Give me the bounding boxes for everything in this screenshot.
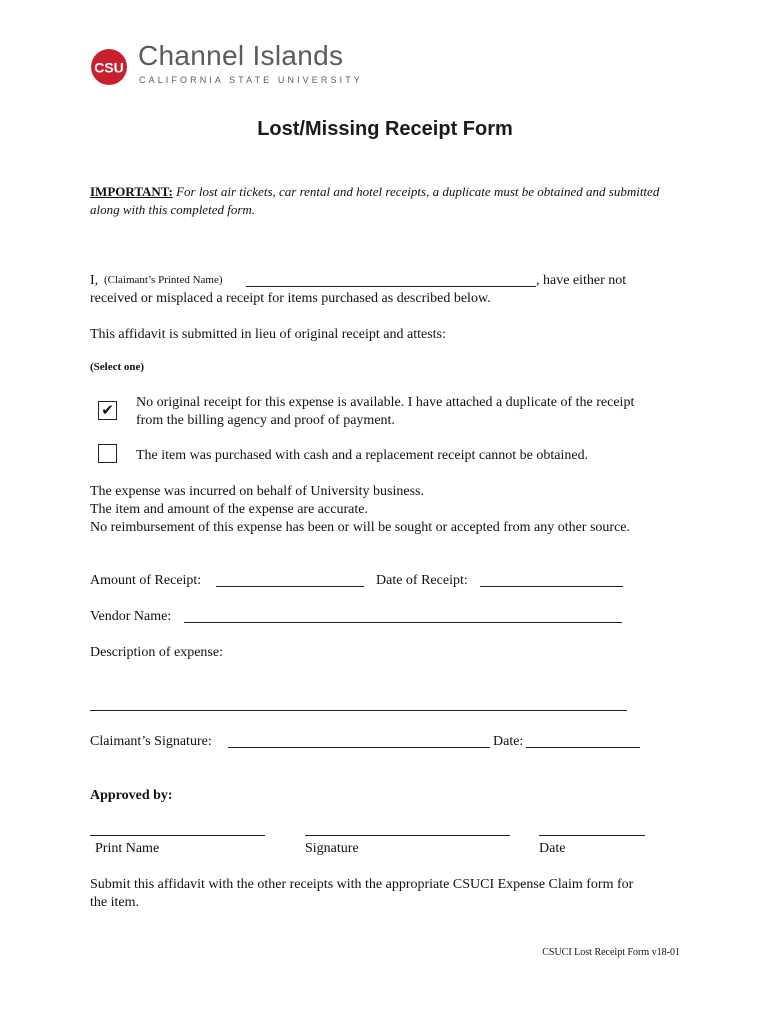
signature-date-label: Date: <box>493 734 524 749</box>
select-one-label: (Select one) <box>90 361 145 373</box>
claimant-name-field[interactable] <box>246 286 536 287</box>
approved-by-heading: Approved by: <box>90 788 173 803</box>
signature-date-field[interactable] <box>526 747 640 748</box>
option-1-checkbox[interactable]: ✔ <box>98 401 117 420</box>
important-label: IMPORTANT: <box>90 184 173 199</box>
claimant-field-label: (Claimant’s Printed Name) <box>104 274 223 286</box>
receipt-date-field[interactable] <box>480 586 623 587</box>
attestation-3: No reimbursement of this expense has been or will be sought or accepted from any other source. <box>90 520 630 535</box>
amount-field[interactable] <box>216 586 364 587</box>
claimant-line2: received or misplaced a receipt for items purchased as described below. <box>90 291 491 306</box>
approval-date-label: Date <box>539 841 566 856</box>
approver-signature-field[interactable] <box>305 835 510 836</box>
approver-signature-label: Signature <box>305 841 359 856</box>
claimant-suffix: , have either not <box>536 273 627 288</box>
option-1-text-line2: from the billing agency and proof of payment. <box>136 413 395 428</box>
signature-label: Claimant’s Signature: <box>90 734 212 749</box>
receipt-date-label: Date of Receipt: <box>376 573 468 588</box>
important-notice <box>90 183 690 219</box>
affidavit-text: This affidavit is submitted in lieu of original receipt and attests: <box>90 327 446 342</box>
approver-name-field[interactable] <box>90 835 265 836</box>
submit-instructions-line1: Submit this affidavit with the other receipts with the appropriate CSUCI Expense Claim form for <box>90 877 634 892</box>
logo-subtitle: CALIFORNIA STATE UNIVERSITY <box>139 75 363 85</box>
attestation-1: The expense was incurred on behalf of University business. <box>90 484 424 499</box>
form-version-footer: CSUCI Lost Receipt Form v18-01 <box>542 947 680 958</box>
claimant-prefix: I, <box>90 273 99 288</box>
description-label: Description of expense: <box>90 645 223 660</box>
option-2-checkbox[interactable] <box>98 444 117 463</box>
approval-date-field[interactable] <box>539 835 645 836</box>
vendor-field[interactable] <box>184 622 622 623</box>
csu-logo-icon <box>90 48 128 86</box>
option-2-text: The item was purchased with cash and a replacement receipt cannot be obtained. <box>136 448 589 463</box>
signature-field[interactable] <box>228 747 490 748</box>
form-title: Lost/Missing Receipt Form <box>257 118 513 140</box>
amount-label: Amount of Receipt: <box>90 573 202 588</box>
logo-title: Channel Islands <box>138 40 344 71</box>
description-field[interactable] <box>90 710 627 711</box>
attestation-2: The item and amount of the expense are accurate. <box>90 502 368 517</box>
logo-mark-text: CSU <box>94 59 124 76</box>
print-name-label: Print Name <box>95 841 160 856</box>
vendor-label: Vendor Name: <box>90 609 172 624</box>
important-text: For lost air tickets, car rental and hotel receipts, a duplicate must be obtained and submitted along with this completed form. <box>90 184 660 217</box>
option-1-text-line1: No original receipt for this expense is available. I have attached a duplicate of the receipt <box>136 395 635 410</box>
submit-instructions-line2: the item. <box>90 895 139 910</box>
